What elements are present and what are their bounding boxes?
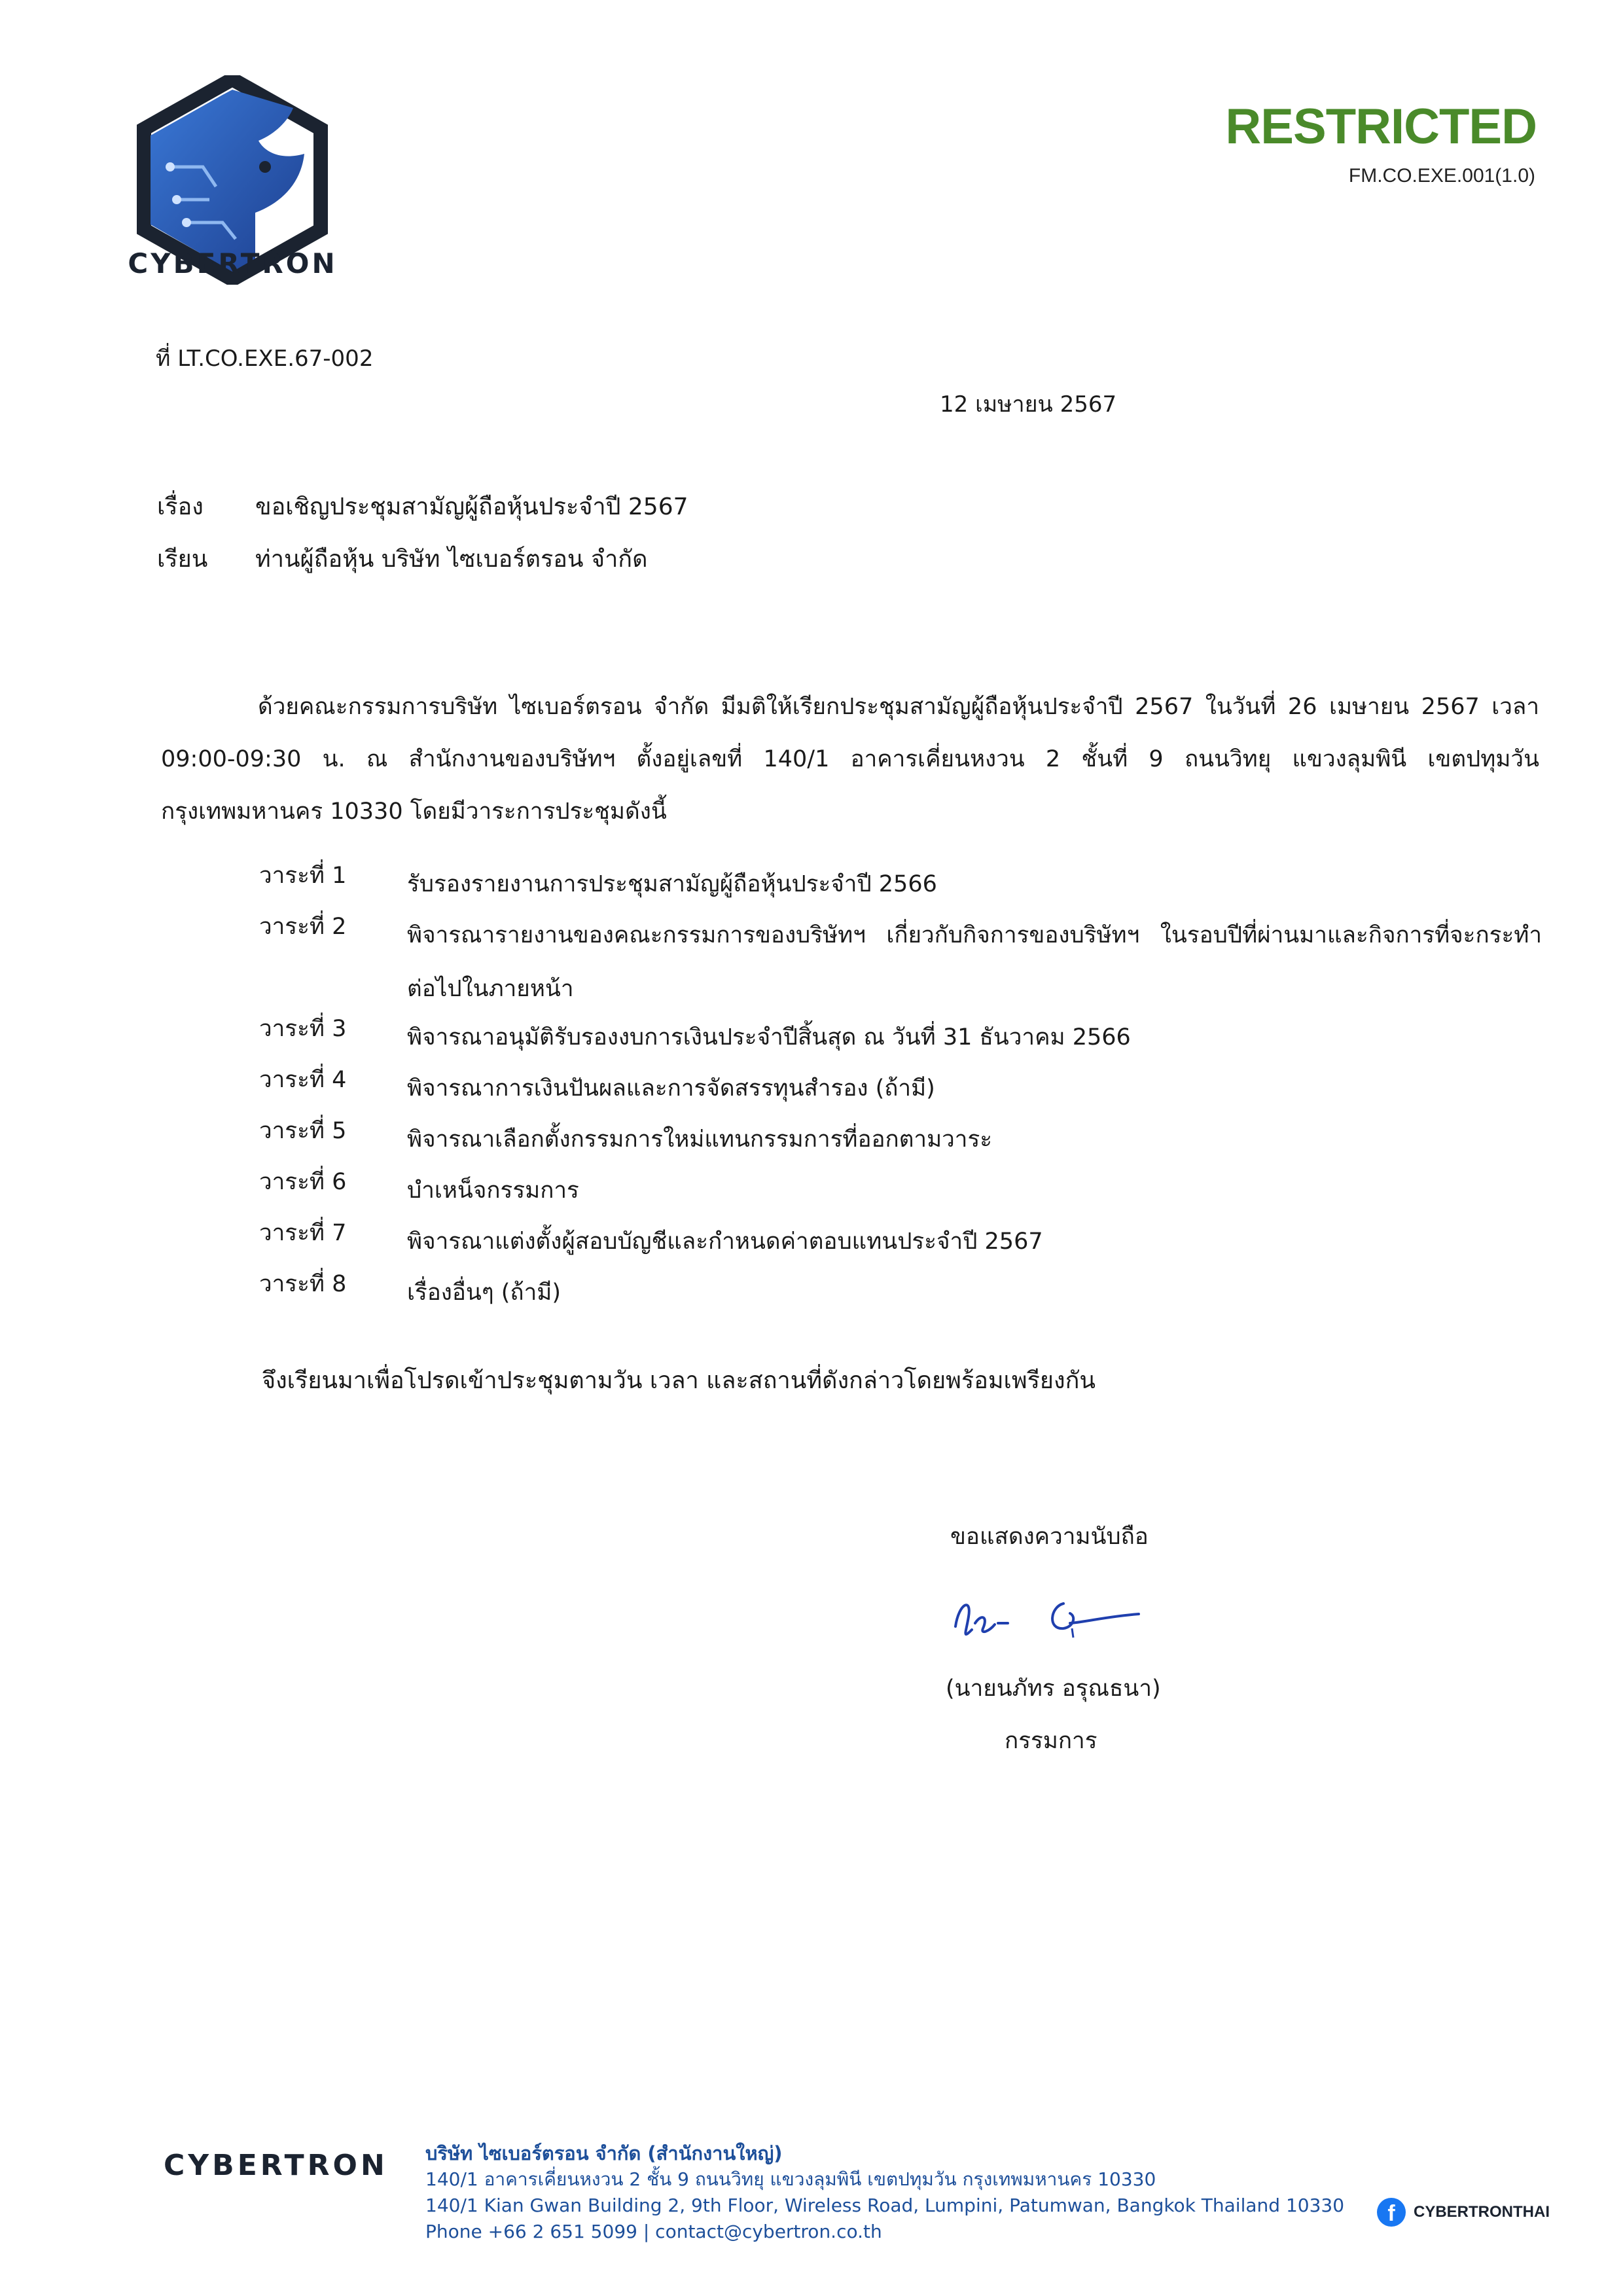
document-number: ที่ LT.CO.EXE.67-002 — [156, 346, 374, 372]
agenda-text: พิจารณาเลือกตั้งกรรมการใหม่แทนกรรมการที่ออกตามวาระ — [407, 1126, 993, 1153]
agenda-number: วาระที่ 2 — [259, 914, 347, 940]
agenda-number: วาระที่ 8 — [259, 1271, 347, 1297]
agenda-number: วาระที่ 5 — [259, 1118, 347, 1144]
recipient-text: ท่านผู้ถือหุ้น บริษัท ไซเบอร์ตรอน จำกัด — [255, 546, 648, 573]
agenda-text: บำเหน็จกรรมการ — [407, 1177, 579, 1204]
body-paragraph: ด้วยคณะกรรมการบริษัท ไซเบอร์ตรอน จำกัด มีมติให้เรียกประชุมสามัญผู้ถือหุ้นประจำปี 2567 ในวันที่ 26 เมษายน 2567 เวลา 09:00-09:30 น. ณ สำนักงานของบริษัทฯ ตั้งอยู่เลขที่ 140/1 อาคารเคี่ยนหงวน 2 ชั้นที่ 9 ถนนวิทยุ แขวงลุมพินี เขตปทุมวัน กรุงเทพมหานคร 10330 โดยมีวาระการประชุมดังนี้ — [161, 694, 1539, 825]
footer-address-th: 140/1 อาคารเคี่ยนหงวน 2 ชั้น 9 ถนนวิทยุ แขวงลุมพินี เขตปทุมวัน กรุงเทพมหานคร 10330 — [425, 2168, 1156, 2190]
subject-text: ขอเชิญประชุมสามัญผู้ถือหุ้นประจำปี 2567 — [255, 493, 688, 520]
agenda-item — [259, 908, 1542, 1016]
signer-name: (นายนภัทร อรุณธนา) — [946, 1676, 1161, 1702]
letter-date: 12 เมษายน 2567 — [940, 391, 1117, 418]
recipient-line — [157, 540, 647, 577]
agenda-text: พิจารณาอนุมัติรับรองงบการเงินประจำปีสิ้นสุด ณ วันที่ 31 ธันวาคม 2566 — [407, 1024, 1131, 1050]
footer-company-info — [425, 2140, 1344, 2245]
agenda-text: พิจารณารายงานของคณะกรรมการของบริษัทฯ เกี่ยวกับกิจการของบริษัทฯ ในรอบปีที่ผ่านมาและกิจการที่จะกระทำต่อไปในภายหน้า — [407, 922, 1542, 1002]
footer-contact: Phone +66 2 651 5099 | contact@cybertron.co.th — [425, 2221, 882, 2242]
agenda-number: วาระที่ 7 — [259, 1220, 347, 1246]
agenda-number: วาระที่ 4 — [259, 1067, 347, 1093]
agenda-item — [259, 1266, 1542, 1319]
subject-line — [157, 488, 688, 525]
signer-title: กรรมการ — [1005, 1728, 1097, 1754]
agenda-item — [259, 1113, 1542, 1166]
facebook-icon: f — [1377, 2198, 1406, 2227]
logo-wordmark: CYBERTRON — [128, 247, 338, 279]
agenda-number: วาระที่ 6 — [259, 1169, 347, 1195]
agenda-number: วาระที่ 1 — [259, 863, 347, 889]
agenda-text: พิจารณาการเงินปันผลและการจัดสรรทุนสำรอง (ถ้ามี) — [407, 1075, 935, 1102]
agenda-item — [259, 1164, 1542, 1217]
agenda-item — [259, 857, 1542, 911]
agenda-number: วาระที่ 3 — [259, 1016, 347, 1042]
footer-address-en: 140/1 Kian Gwan Building 2, 9th Floor, Wireless Road, Lumpini, Patumwan, Bangkok Thailand 10330 — [425, 2195, 1345, 2216]
closing-sentence: จึงเรียนมาเพื่อโปรดเข้าประชุมตามวัน เวลา และสถานที่ดังกล่าวโดยพร้อมเพรียงกัน — [262, 1367, 1096, 1394]
agenda-item — [259, 1062, 1542, 1115]
subject-label: เรื่อง — [157, 493, 204, 520]
social-link[interactable] — [1377, 2198, 1550, 2227]
agenda-text: รับรองรายงานการประชุมสามัญผู้ถือหุ้นประจำปี 2566 — [407, 871, 937, 897]
footer-company-name: บริษัท ไซเบอร์ตรอน จำกัด (สำนักงานใหญ่) — [425, 2142, 783, 2164]
closing-regards: ขอแสดงความนับถือ — [950, 1524, 1149, 1550]
agenda-item — [259, 1215, 1542, 1268]
classification-label: RESTRICTED — [1225, 99, 1537, 154]
handwritten-signature — [942, 1577, 1152, 1656]
recipient-label: เรียน — [157, 546, 208, 573]
footer-logo-wordmark: CYBERTRON — [164, 2149, 388, 2182]
agenda-item — [259, 1011, 1542, 1064]
agenda-text: พิจารณาแต่งตั้งผู้สอบบัญชีและกำหนดค่าตอบแทนประจำปี 2567 — [407, 1229, 1043, 1255]
agenda-text: เรื่องอื่นๆ (ถ้ามี) — [407, 1280, 561, 1306]
social-handle: CYBERTRONTHAI — [1414, 2203, 1550, 2221]
form-code: FM.CO.EXE.001(1.0) — [1348, 165, 1535, 187]
